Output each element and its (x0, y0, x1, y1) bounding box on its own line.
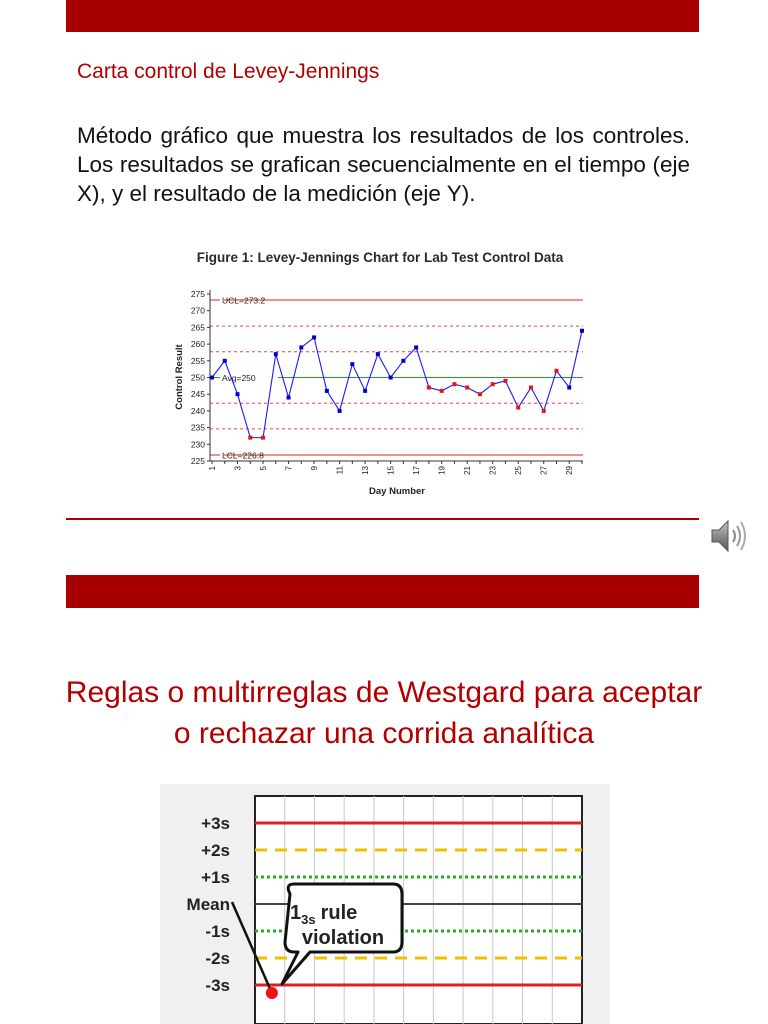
x-tick-label: 5 (259, 466, 269, 471)
y-tick-label: 260 (190, 339, 205, 350)
x-tick-label: 1 (208, 466, 217, 471)
y-tick-label: 255 (190, 355, 205, 366)
y-tick-label: 270 (190, 305, 205, 316)
sd-level-label: +2s (201, 841, 230, 860)
data-point (274, 352, 278, 356)
data-point (210, 376, 214, 380)
levey-jennings-chart (160, 244, 600, 504)
data-point (440, 389, 444, 393)
slide-description: Método gráfico que muestra los resultados de los controles. Los resultados se grafican secuencialmente en el tiempo (eje X), y el resultado de la medición (eje Y). (77, 123, 690, 206)
data-point (236, 392, 240, 396)
sd-level-label: -1s (205, 922, 230, 941)
x-tick-label: 9 (310, 466, 320, 471)
data-point (516, 406, 520, 410)
data-point (491, 382, 495, 386)
x-tick-label: 25 (514, 466, 524, 475)
data-point (580, 329, 584, 333)
callout-rule-subscript: 3s (301, 912, 316, 927)
data-point (299, 345, 303, 349)
data-point (350, 362, 354, 366)
x-tick-label: 15 (386, 466, 396, 475)
data-point (542, 409, 546, 413)
slide-subtitle: Carta control de Levey-Jennings (77, 60, 380, 83)
y-tick-label: 250 (190, 372, 205, 383)
x-tick-label: 11 (335, 466, 345, 475)
data-point (567, 386, 571, 390)
data-point (325, 389, 329, 393)
data-point (401, 359, 405, 363)
westgard-rule-chart (160, 784, 610, 1024)
data-point (503, 379, 507, 383)
sd-level-label: -3s (205, 976, 230, 995)
data-point (529, 386, 533, 390)
speaker-icon[interactable] (706, 514, 752, 558)
sd-level-label: Mean (186, 895, 230, 914)
slide-header-bar-2 (66, 575, 699, 608)
data-point (478, 392, 482, 396)
callout-violation-label: violation (301, 927, 385, 949)
y-tick-label: 225 (190, 456, 205, 466)
x-tick-label: 29 (565, 466, 575, 475)
westgard-heading: Reglas o multirreglas de Westgard para aceptar o rechazar una corrida analítica (65, 676, 703, 750)
x-tick-label: 27 (539, 466, 549, 475)
callout-rule-number: 1 (290, 902, 302, 924)
data-point (363, 389, 367, 393)
y-tick-label: 230 (190, 439, 205, 450)
x-tick-label: 23 (488, 466, 498, 475)
x-tick-label: 13 (361, 466, 371, 475)
y-tick-label: 265 (190, 322, 205, 333)
y-tick-label: 245 (190, 389, 205, 400)
violation-point (266, 987, 278, 999)
x-axis-title: Day Number (369, 486, 425, 497)
y-tick-label: 275 (190, 289, 205, 299)
data-point (554, 369, 558, 373)
sd-level-label: +1s (201, 868, 230, 887)
y-tick-label: 240 (190, 405, 205, 416)
control-limit-label: LCL=226.8 (222, 450, 264, 461)
data-point (376, 352, 380, 356)
data-point (223, 359, 227, 363)
x-tick-label: 7 (284, 466, 294, 471)
data-point (452, 382, 456, 386)
x-tick-label: 21 (463, 466, 473, 475)
data-point (312, 335, 316, 339)
sd-level-label: +3s (201, 814, 230, 833)
callout-rule-word: rule (320, 902, 358, 924)
sd-level-label: -2s (205, 949, 230, 968)
y-tick-label: 235 (190, 422, 205, 433)
y-axis-title: Control Result (174, 344, 185, 410)
data-point (261, 436, 265, 440)
x-tick-label: 19 (437, 466, 447, 475)
slide-divider (66, 518, 699, 520)
x-tick-label: 3 (233, 466, 243, 471)
control-limit-label: UCL=273.2 (222, 295, 266, 306)
data-point (465, 386, 469, 390)
series-line (212, 331, 582, 438)
slide-header-bar (66, 0, 699, 32)
chart-title: Figure 1: Levey-Jennings Chart for Lab Test Control Data (196, 250, 564, 265)
callout-text (290, 902, 357, 927)
data-point (248, 436, 252, 440)
data-point (287, 396, 291, 400)
data-point (414, 345, 418, 349)
control-limit-label: Avg=250 (222, 373, 256, 383)
data-point (389, 376, 393, 380)
x-tick-label: 17 (412, 466, 422, 475)
data-point (427, 386, 431, 390)
data-point (338, 409, 342, 413)
